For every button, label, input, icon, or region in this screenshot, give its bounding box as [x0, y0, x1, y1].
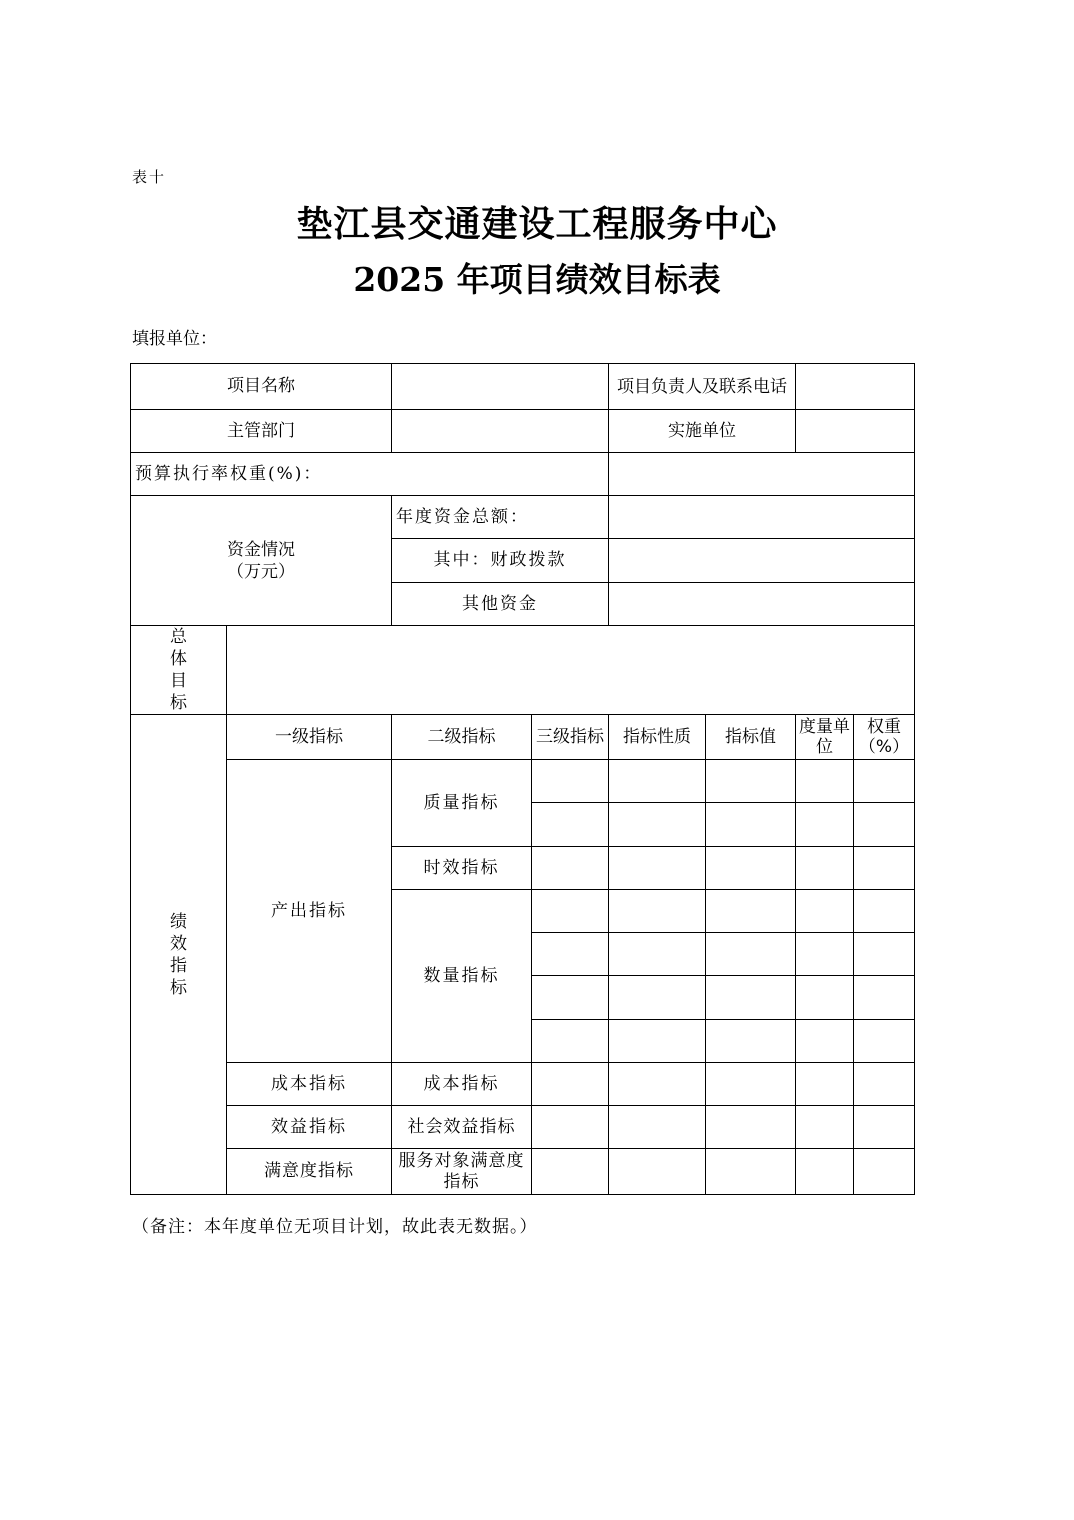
- funding-other-label: 其他资金: [392, 583, 609, 626]
- indicator-cell[interactable]: [854, 1149, 915, 1195]
- indicator-cell[interactable]: [706, 1149, 796, 1195]
- indicator-cell[interactable]: [854, 890, 915, 933]
- indicator-cell[interactable]: [609, 1149, 706, 1195]
- indicator-cell[interactable]: [796, 803, 854, 847]
- project-name-label: 项目名称: [131, 364, 392, 410]
- indicator-cell[interactable]: [609, 760, 706, 803]
- indicator-cell[interactable]: [609, 976, 706, 1020]
- indicator-cell[interactable]: [532, 760, 609, 803]
- indicator-cell[interactable]: [532, 847, 609, 890]
- indicator-cell[interactable]: [532, 890, 609, 933]
- indicator-cell[interactable]: [706, 1020, 796, 1063]
- project-name-value[interactable]: [392, 364, 609, 410]
- indicator-cell[interactable]: [532, 1106, 609, 1149]
- col-header-unit: 度量单位: [796, 715, 854, 760]
- footnote: （备注：本年度单位无项目计划，故此表无数据。）: [132, 1217, 538, 1237]
- indicator-cell[interactable]: [796, 1106, 854, 1149]
- indicator-cell[interactable]: [532, 933, 609, 976]
- indicator-cell[interactable]: [706, 976, 796, 1020]
- level2-quantity: 数量指标: [392, 890, 532, 1063]
- indicator-cell[interactable]: [609, 890, 706, 933]
- indicator-cell[interactable]: [854, 847, 915, 890]
- indicator-cell[interactable]: [706, 803, 796, 847]
- department-label: 主管部门: [131, 410, 392, 453]
- overall-goal-label: [131, 626, 227, 715]
- col-header-level1: 一级指标: [227, 715, 392, 760]
- funding-total-label: 年度资金总额：: [392, 496, 609, 539]
- indicator-cell[interactable]: [854, 760, 915, 803]
- indicator-cell[interactable]: [609, 1063, 706, 1106]
- contact-value[interactable]: [796, 364, 915, 410]
- funding-fiscal-label: 其中：财政拨款: [392, 539, 609, 583]
- funding-label-text: 资金情况（万元）: [227, 539, 295, 582]
- indicator-cell[interactable]: [532, 803, 609, 847]
- level2-cost: 成本指标: [392, 1063, 532, 1106]
- indicator-cell[interactable]: [796, 890, 854, 933]
- overall-goal-value[interactable]: [227, 626, 915, 715]
- implementer-value[interactable]: [796, 410, 915, 453]
- level2-timeliness: 时效指标: [392, 847, 532, 890]
- level2-social: 社会效益指标: [392, 1106, 532, 1149]
- indicator-cell[interactable]: [796, 976, 854, 1020]
- indicator-cell[interactable]: [854, 1020, 915, 1063]
- funding-label: [131, 496, 392, 626]
- indicator-cell[interactable]: [854, 976, 915, 1020]
- indicator-cell[interactable]: [609, 1020, 706, 1063]
- level2-service-text: 服务对象满意度指标: [398, 1150, 525, 1192]
- indicator-cell[interactable]: [609, 933, 706, 976]
- indicator-cell[interactable]: [854, 803, 915, 847]
- indicator-cell[interactable]: [796, 933, 854, 976]
- indicator-cell[interactable]: [532, 976, 609, 1020]
- page-subtitle: 2025 年项目绩效目标表: [353, 260, 721, 299]
- table-label: 表十: [132, 168, 167, 186]
- level2-quality: 质量指标: [392, 760, 532, 847]
- budget-weight-value[interactable]: [609, 453, 915, 496]
- level1-cost: 成本指标: [227, 1063, 392, 1106]
- indicator-cell[interactable]: [706, 933, 796, 976]
- funding-fiscal-value[interactable]: [609, 539, 915, 583]
- col-header-nature: 指标性质: [609, 715, 706, 760]
- reporting-unit-label: 填报单位：: [132, 329, 217, 349]
- indicator-cell[interactable]: [532, 1020, 609, 1063]
- department-value[interactable]: [392, 410, 609, 453]
- funding-total-value[interactable]: [609, 496, 915, 539]
- indicator-cell[interactable]: [706, 890, 796, 933]
- indicator-cell[interactable]: [796, 1063, 854, 1106]
- level1-satisfaction: 满意度指标: [227, 1149, 392, 1195]
- col-header-weight: 权重（%）: [854, 715, 915, 760]
- level1-output: 产出指标: [227, 760, 392, 1063]
- contact-label: 项目负责人及联系电话: [609, 364, 796, 410]
- funding-other-value[interactable]: [609, 583, 915, 626]
- indicator-cell[interactable]: [796, 1149, 854, 1195]
- indicator-cell[interactable]: [854, 1106, 915, 1149]
- indicator-cell[interactable]: [854, 1063, 915, 1106]
- indicator-cell[interactable]: [854, 933, 915, 976]
- indicator-cell[interactable]: [796, 847, 854, 890]
- indicator-cell[interactable]: [609, 1106, 706, 1149]
- indicator-cell[interactable]: [706, 760, 796, 803]
- indicator-cell[interactable]: [796, 760, 854, 803]
- indicator-cell[interactable]: [796, 1020, 854, 1063]
- col-header-level2: 二级指标: [392, 715, 532, 760]
- indicator-cell[interactable]: [532, 1149, 609, 1195]
- level1-benefit: 效益指标: [227, 1106, 392, 1149]
- implementer-label: 实施单位: [609, 410, 796, 453]
- level2-service: [392, 1149, 532, 1195]
- indicator-cell[interactable]: [609, 803, 706, 847]
- col-header-level3: 三级指标: [532, 715, 609, 760]
- indicator-cell[interactable]: [532, 1063, 609, 1106]
- indicators-section-label-text: 绩效指标: [170, 911, 187, 998]
- budget-weight-label: 预算执行率权重(%)：: [131, 453, 609, 496]
- indicator-cell[interactable]: [706, 847, 796, 890]
- indicators-section-label: [131, 715, 227, 1195]
- page-title: 垫江县交通建设工程服务中心: [296, 203, 778, 245]
- performance-target-table: [130, 363, 915, 1195]
- overall-goal-label-text: 总体目标: [170, 627, 187, 713]
- indicator-cell[interactable]: [706, 1106, 796, 1149]
- indicator-cell[interactable]: [706, 1063, 796, 1106]
- col-header-value: 指标值: [706, 715, 796, 760]
- indicator-cell[interactable]: [609, 847, 706, 890]
